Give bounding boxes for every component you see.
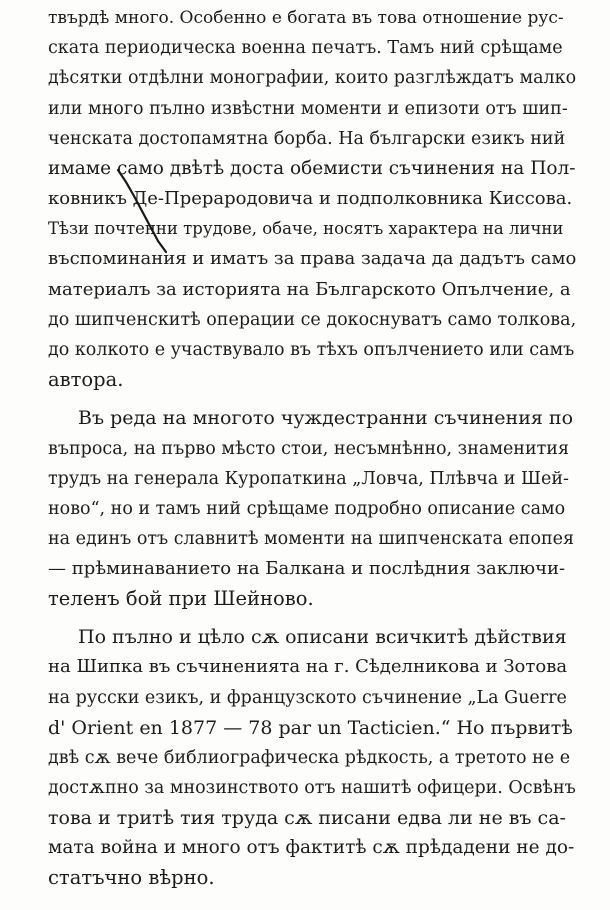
text-line: материалъ за историята на Българското Опълчение, а [48, 279, 571, 300]
text-line: ковникъ Де-Прерародовича и подполковника Киссова. [48, 188, 573, 209]
text-line: на русски езикъ, и французското съчинение „La Guerre [48, 688, 567, 708]
text-line: По пълно и цѣло сѫ описани всичкитѣ дѣйствия [78, 626, 567, 648]
text-line: на единъ отъ славнитѣ моменти на шипченската епопея [48, 529, 575, 549]
text-line: теленъ бой при Шейново. [48, 587, 314, 610]
text-line: или много пълно извѣстни моменти и епизоти отъ шип- [48, 99, 568, 119]
text-line: до шипченскитѣ операции се докоснуватъ само толкова, [48, 310, 576, 330]
text-line: ново“, но и тамъ ний срѣщаме подробно описание само [48, 499, 566, 519]
text-line: дѣсятки отдѣлни монографии, които разглѣждатъ малко [48, 68, 576, 88]
text-line: твърдѣ много. Особенно е богата въ това отношение рус- [48, 8, 564, 28]
text-line: Въ реда на многото чуждестранни съчинения по [78, 407, 574, 429]
text-line: Тѣзи почтенни трудове, обаче, носятъ характера на лични [48, 219, 564, 238]
text-line: ската периодическа военна печатъ. Тамъ ний срѣщаме [48, 38, 563, 58]
text-line: на Шипка въ съчиненията на г. Сѣделникова и Зотова [48, 656, 568, 677]
text-line: достѫпно за мнозинството отъ нашитѣ офицери. Освѣнъ [48, 778, 576, 798]
text-line: ченската достопамятна борба. На български езикъ ний [48, 129, 566, 149]
text-line: трудъ на генерала Куропаткина „Ловча, Плѣвча и Шей- [48, 469, 569, 489]
text-line: двѣ сѫ вече библиографическа рѣдкость, а третото не е [48, 748, 571, 768]
text-line: въспоминания и иматъ за права задача да дадътъ само [48, 248, 576, 269]
text-line: имаме само двѣтѣ доста обемисти съчинения на Пол- [48, 158, 576, 179]
text-line: — прѣминаванието на Балкана и послѣдния заключи- [48, 558, 566, 579]
text-line: автора. [48, 368, 124, 391]
text-line: до колкото е участвувало въ тѣхъ опълчението или самъ [48, 340, 575, 360]
text-line: статъчно вѣрно. [48, 866, 215, 889]
text-line: мата война и много отъ фактитѣ сѫ прѣдадени не до- [48, 837, 575, 858]
text-line: това и тритѣ тия труда сѫ писани едва ли не въ са- [48, 807, 566, 829]
text-line: въпроса, на първо мѣсто стои, несъмнѣнно, знаменития [48, 439, 570, 459]
text-line: d' Orient en 1877 — 78 par un Tacticien.“ Но първитѣ [48, 717, 573, 739]
